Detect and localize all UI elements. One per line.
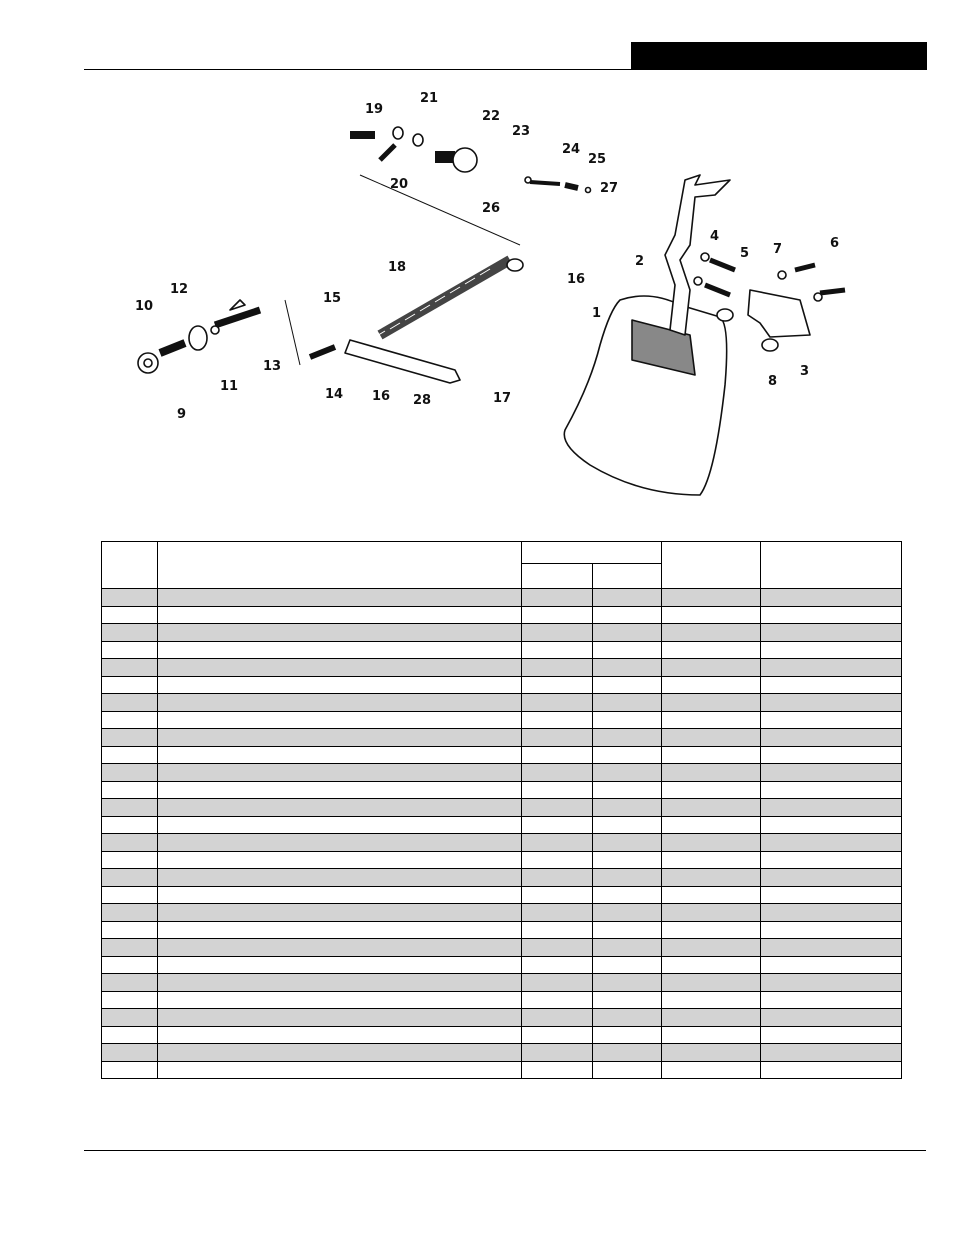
table-row	[102, 606, 902, 624]
callout-11: 11	[220, 379, 239, 394]
callout-27: 27	[600, 181, 619, 196]
table-row	[102, 711, 902, 729]
table-cell	[102, 781, 158, 799]
callout-18: 18	[388, 260, 407, 275]
table-cell	[761, 781, 902, 799]
table-cell	[593, 606, 662, 624]
table-cell	[158, 589, 522, 607]
table-cell	[593, 991, 662, 1009]
table-cell	[761, 991, 902, 1009]
table-cell	[662, 764, 761, 782]
table-cell	[102, 676, 158, 694]
table-cell	[522, 1009, 593, 1027]
table-row	[102, 764, 902, 782]
table-cell	[761, 956, 902, 974]
header-col-4	[662, 542, 761, 589]
callout-23: 23	[512, 124, 531, 139]
table-cell	[593, 764, 662, 782]
table-cell	[522, 904, 593, 922]
table-cell	[593, 816, 662, 834]
table-cell	[522, 886, 593, 904]
diagram-svg	[120, 85, 900, 515]
table-row	[102, 991, 902, 1009]
table-cell	[522, 1044, 593, 1062]
table-cell	[522, 694, 593, 712]
table-cell	[102, 624, 158, 642]
callout-6: 6	[830, 236, 840, 251]
table-row	[102, 729, 902, 747]
table-cell	[522, 816, 593, 834]
table-cell	[662, 711, 761, 729]
table-row	[102, 799, 902, 817]
callout-25: 25	[588, 152, 607, 167]
table-cell	[522, 851, 593, 869]
table-row	[102, 816, 902, 834]
callout-22: 22	[482, 109, 501, 124]
table-cell	[158, 729, 522, 747]
table-cell	[662, 816, 761, 834]
table-cell	[522, 956, 593, 974]
table-cell	[593, 851, 662, 869]
table-row	[102, 904, 902, 922]
table-cell	[662, 589, 761, 607]
table-cell	[761, 694, 902, 712]
header-col-5	[761, 542, 902, 589]
table-cell	[158, 641, 522, 659]
table-cell	[158, 904, 522, 922]
callout-13: 13	[263, 359, 282, 374]
table-cell	[662, 904, 761, 922]
table-cell	[522, 1026, 593, 1044]
callout-3: 3	[800, 364, 810, 379]
callout-21: 21	[420, 91, 439, 106]
table-cell	[593, 1061, 662, 1079]
table-cell	[102, 956, 158, 974]
table-cell	[158, 676, 522, 694]
callout-28: 28	[413, 393, 432, 408]
table-cell	[593, 904, 662, 922]
table-cell	[102, 694, 158, 712]
subheader-col-b	[593, 564, 662, 589]
table-cell	[158, 974, 522, 992]
table-cell	[593, 921, 662, 939]
table-cell	[522, 781, 593, 799]
table-cell	[102, 939, 158, 957]
table-cell	[662, 676, 761, 694]
table-cell	[593, 956, 662, 974]
table-cell	[761, 1026, 902, 1044]
table-cell	[761, 974, 902, 992]
table-cell	[761, 939, 902, 957]
table-cell	[761, 711, 902, 729]
table-cell	[761, 921, 902, 939]
table-cell	[761, 641, 902, 659]
table-cell	[522, 991, 593, 1009]
table-cell	[761, 816, 902, 834]
table-cell	[158, 1026, 522, 1044]
table-row	[102, 869, 902, 887]
table-cell	[593, 676, 662, 694]
table-row	[102, 676, 902, 694]
table-row	[102, 589, 902, 607]
table-cell	[102, 1044, 158, 1062]
table-cell	[102, 851, 158, 869]
table-cell	[102, 991, 158, 1009]
table-cell	[761, 1061, 902, 1079]
table-cell	[102, 729, 158, 747]
table-cell	[522, 1061, 593, 1079]
table-cell	[662, 729, 761, 747]
callout-4: 4	[710, 229, 720, 244]
table-cell	[593, 659, 662, 677]
callout-26: 26	[482, 201, 501, 216]
table-cell	[662, 624, 761, 642]
callout-24: 24	[562, 142, 581, 157]
table-cell	[593, 641, 662, 659]
table-cell	[761, 659, 902, 677]
table-cell	[102, 816, 158, 834]
table-cell	[761, 886, 902, 904]
table-cell	[158, 921, 522, 939]
table-cell	[102, 869, 158, 887]
callout-10: 10	[135, 299, 154, 314]
table-cell	[662, 921, 761, 939]
table-cell	[662, 1061, 761, 1079]
table-row	[102, 694, 902, 712]
callout-9: 9	[177, 407, 187, 422]
table-cell	[158, 781, 522, 799]
table-cell	[102, 659, 158, 677]
callout-12: 12	[170, 282, 189, 297]
table-row	[102, 939, 902, 957]
table-row	[102, 886, 902, 904]
table-cell	[522, 659, 593, 677]
parts-list-table	[101, 541, 902, 1079]
table-cell	[593, 694, 662, 712]
table-cell	[102, 641, 158, 659]
callout-15: 15	[323, 291, 342, 306]
table-cell	[662, 851, 761, 869]
table-cell	[522, 729, 593, 747]
table-cell	[102, 589, 158, 607]
table-cell	[158, 834, 522, 852]
table-cell	[158, 991, 522, 1009]
table-cell	[662, 746, 761, 764]
callout-14: 14	[325, 387, 344, 402]
table-row	[102, 781, 902, 799]
parts-table-body	[102, 589, 902, 1079]
table-row	[102, 746, 902, 764]
table-cell	[158, 1061, 522, 1079]
table-cell	[102, 834, 158, 852]
table-cell	[522, 869, 593, 887]
table-cell	[761, 851, 902, 869]
callout-2: 2	[635, 254, 645, 269]
table-cell	[662, 869, 761, 887]
table-cell	[761, 869, 902, 887]
table-cell	[761, 764, 902, 782]
callout-16-top: 16	[567, 272, 586, 287]
callout-17: 17	[493, 391, 512, 406]
table-cell	[761, 676, 902, 694]
table-cell	[158, 659, 522, 677]
table-cell	[158, 799, 522, 817]
table-cell	[102, 1026, 158, 1044]
table-cell	[102, 711, 158, 729]
table-row	[102, 659, 902, 677]
table-cell	[522, 606, 593, 624]
callout-19: 19	[365, 102, 384, 117]
callout-16-bottom: 16	[372, 389, 391, 404]
table-cell	[662, 641, 761, 659]
table-cell	[662, 974, 761, 992]
table-cell	[522, 746, 593, 764]
table-cell	[593, 1009, 662, 1027]
header-bar	[631, 42, 927, 70]
table-cell	[761, 729, 902, 747]
table-cell	[102, 886, 158, 904]
table-cell	[761, 1044, 902, 1062]
table-cell	[662, 834, 761, 852]
table-cell	[662, 781, 761, 799]
table-cell	[593, 729, 662, 747]
table-cell	[522, 711, 593, 729]
table-cell	[662, 1026, 761, 1044]
table-cell	[593, 746, 662, 764]
table-cell	[158, 694, 522, 712]
table-cell	[593, 799, 662, 817]
table-cell	[522, 624, 593, 642]
exploded-parts-diagram	[120, 85, 900, 515]
table-cell	[522, 799, 593, 817]
table-cell	[761, 589, 902, 607]
callout-20: 20	[390, 177, 409, 192]
table-row	[102, 641, 902, 659]
table-cell	[102, 921, 158, 939]
table-cell	[102, 974, 158, 992]
table-cell	[593, 974, 662, 992]
table-row	[102, 1061, 902, 1079]
table-row	[102, 956, 902, 974]
table-cell	[102, 1061, 158, 1079]
table-cell	[662, 659, 761, 677]
table-cell	[522, 589, 593, 607]
table-row	[102, 624, 902, 642]
table-cell	[761, 624, 902, 642]
callout-5: 5	[740, 246, 750, 261]
table-cell	[158, 1044, 522, 1062]
table-cell	[662, 799, 761, 817]
table-cell	[593, 834, 662, 852]
top-rule	[84, 69, 926, 70]
table-row	[102, 1044, 902, 1062]
table-row	[102, 834, 902, 852]
table-cell	[593, 869, 662, 887]
table-cell	[761, 904, 902, 922]
table-cell	[593, 1044, 662, 1062]
table-cell	[102, 606, 158, 624]
table-cell	[761, 606, 902, 624]
table-cell	[593, 589, 662, 607]
table-cell	[761, 799, 902, 817]
table-cell	[522, 641, 593, 659]
table-cell	[761, 834, 902, 852]
table-cell	[522, 974, 593, 992]
bottom-rule	[84, 1150, 926, 1151]
table-cell	[761, 746, 902, 764]
table-cell	[593, 711, 662, 729]
table-row	[102, 921, 902, 939]
table-cell	[593, 624, 662, 642]
table-cell	[593, 939, 662, 957]
table-cell	[662, 956, 761, 974]
table-row	[102, 851, 902, 869]
table-cell	[158, 851, 522, 869]
callout-8: 8	[768, 374, 778, 389]
table-cell	[102, 746, 158, 764]
table-cell	[522, 834, 593, 852]
table-cell	[662, 1009, 761, 1027]
table-cell	[662, 939, 761, 957]
table-row	[102, 1009, 902, 1027]
table-row	[102, 1026, 902, 1044]
table-cell	[102, 764, 158, 782]
table-cell	[761, 1009, 902, 1027]
callout-1: 1	[592, 306, 602, 321]
table-cell	[158, 1009, 522, 1027]
table-cell	[522, 921, 593, 939]
table-cell	[158, 746, 522, 764]
subheader-col-a	[522, 564, 593, 589]
table-cell	[662, 886, 761, 904]
table-cell	[158, 764, 522, 782]
callout-7: 7	[773, 242, 783, 257]
header-col-3	[522, 542, 662, 564]
table-cell	[522, 764, 593, 782]
table-cell	[593, 886, 662, 904]
table-cell	[522, 939, 593, 957]
table-cell	[158, 606, 522, 624]
table-row	[102, 974, 902, 992]
table-cell	[662, 991, 761, 1009]
table-cell	[662, 1044, 761, 1062]
table-cell	[158, 886, 522, 904]
table-cell	[158, 624, 522, 642]
header-col-1	[102, 542, 158, 589]
table-cell	[662, 606, 761, 624]
table-cell	[158, 939, 522, 957]
table-cell	[158, 956, 522, 974]
table-cell	[102, 799, 158, 817]
table-cell	[158, 711, 522, 729]
table-cell	[522, 676, 593, 694]
table-cell	[102, 1009, 158, 1027]
table-cell	[158, 816, 522, 834]
table-cell	[593, 781, 662, 799]
table-cell	[662, 694, 761, 712]
header-col-2	[158, 542, 522, 589]
table-cell	[102, 904, 158, 922]
table-cell	[593, 1026, 662, 1044]
table-cell	[158, 869, 522, 887]
